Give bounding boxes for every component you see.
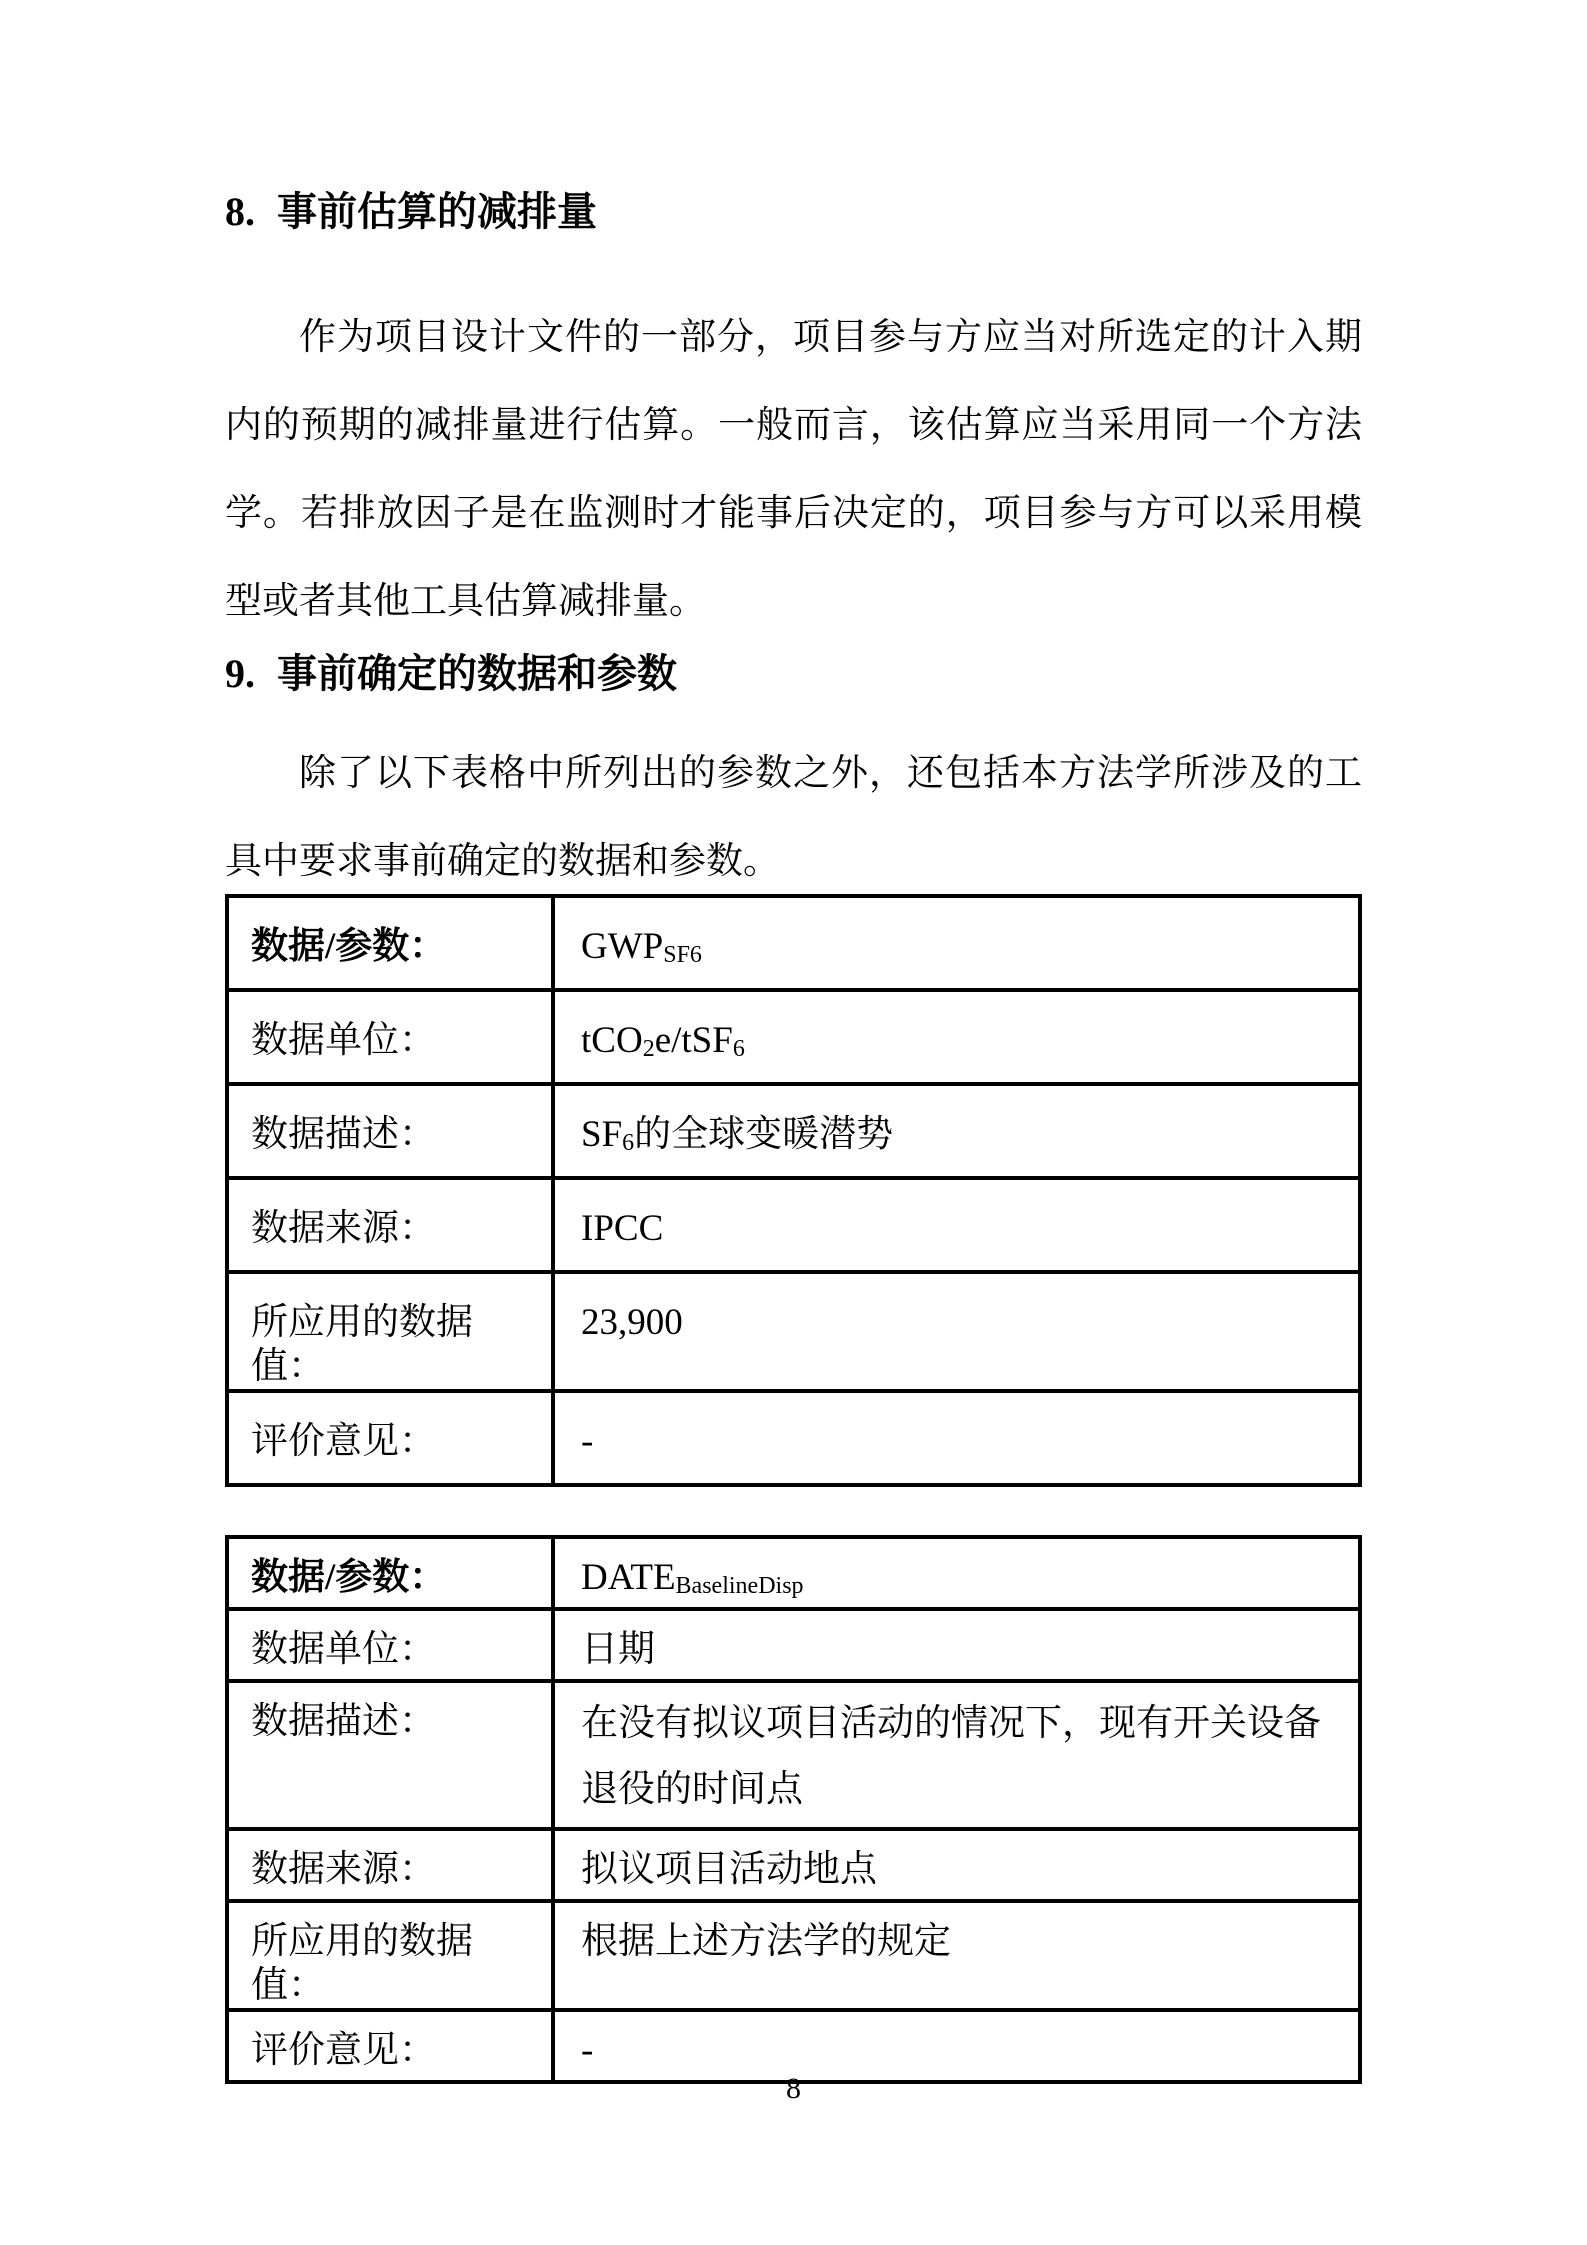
section-9-title: 事前确定的数据和参数 — [277, 651, 677, 696]
row-value: 日期 — [553, 1609, 1360, 1681]
table-gap — [225, 1487, 1362, 1535]
row-label: 数据/参数： — [227, 896, 553, 990]
row-label: 数据描述： — [227, 1681, 553, 1829]
subscript: BaselineDisp — [675, 1573, 804, 1600]
table-row — [227, 1391, 1360, 1485]
section-8-title: 事前估算的减排量 — [277, 189, 597, 234]
subscript: 6 — [622, 1130, 635, 1157]
table-row — [227, 1272, 1360, 1391]
row-label: 数据来源： — [227, 1829, 553, 1901]
table-row — [227, 990, 1360, 1084]
parameter-table-gwp — [225, 894, 1362, 1487]
row-label: 评价意见： — [227, 1391, 553, 1485]
row-value: $GWP_{SF6}$ — [553, 896, 1360, 990]
row-value: 拟议项目活动地点 — [553, 1829, 1360, 1901]
row-label: 数据来源： — [227, 1178, 553, 1272]
row-value: $DATE_{BaselineDisp}$ — [553, 1537, 1360, 1609]
row-value: IPCC — [553, 1178, 1360, 1272]
row-value: 根据上述方法学的规定 — [553, 1901, 1360, 2010]
section-8-paragraph: 作为项目设计文件的一部分，项目参与方应当对所选定的计入期内的预期的减排量进行估算。一般而言，该估算应当采用同一个方法学。若排放因子是在监测时才能事后决定的，项目参与方可以采用模型或者其他工具估算减排量。 — [225, 317, 1362, 622]
subscript: 6 — [732, 1036, 745, 1063]
table-row — [227, 1084, 1360, 1178]
row-label: 评价意见： — [227, 2010, 553, 2082]
table-row — [227, 1537, 1360, 1609]
table-row — [227, 1178, 1360, 1272]
subscript: 2 — [642, 1036, 655, 1063]
row-value: - — [553, 2010, 1360, 2082]
row-value: - — [553, 1391, 1360, 1485]
row-value: 23,900 — [553, 1272, 1360, 1391]
section-9-number: 9. — [225, 651, 255, 696]
row-label: 数据单位： — [227, 990, 553, 1084]
row-label: 数据描述： — [227, 1084, 553, 1178]
subscript: SF6 — [663, 942, 702, 969]
row-value: 在没有拟议项目活动的情况下，现有开关设备退役的时间点 — [553, 1681, 1360, 1829]
row-value: $SF_6$的全球变暖潜势 — [553, 1084, 1360, 1178]
page-content — [225, 0, 1362, 2084]
section-8-number: 8. — [225, 189, 255, 234]
table-row — [227, 1829, 1360, 1901]
section-9-heading — [225, 648, 1362, 700]
row-label: 所应用的数据值： — [227, 1272, 553, 1391]
section-9-paragraph: 除了以下表格中所列出的参数之外，还包括本方法学所涉及的工具中要求事前确定的数据和参数。 — [225, 753, 1362, 882]
table-row — [227, 1901, 1360, 2010]
row-label: 数据单位： — [227, 1609, 553, 1681]
page-number: 8 — [786, 2072, 801, 2105]
row-value: tCO$_2$e/tSF$_6$ — [553, 990, 1360, 1084]
table-row — [227, 1681, 1360, 1829]
table-row — [227, 896, 1360, 990]
row-label: 数据/参数： — [227, 1537, 553, 1609]
section-8-heading — [225, 186, 1362, 238]
parameter-table-date — [225, 1535, 1362, 2084]
row-label: 所应用的数据值： — [227, 1901, 553, 2010]
table-row — [227, 1609, 1360, 1681]
